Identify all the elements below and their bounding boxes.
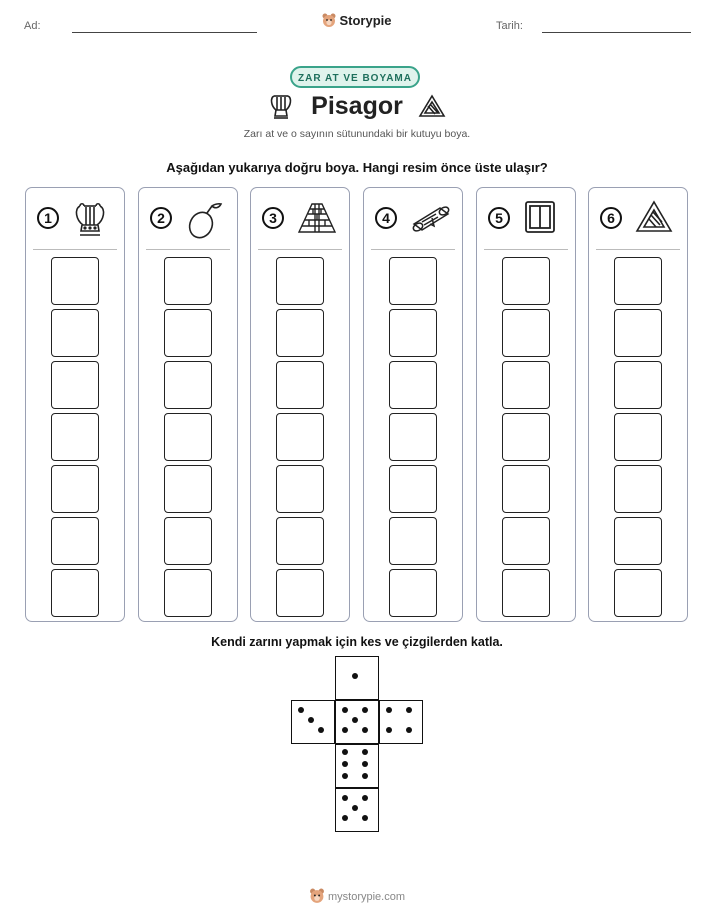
column-number: 6 <box>600 207 622 229</box>
color-box[interactable] <box>164 465 212 513</box>
color-box[interactable] <box>164 309 212 357</box>
instruction: Aşağıdan yukarıya doğru boya. Hangi resim önce üste ulaşır? <box>166 160 548 175</box>
door-icon <box>523 200 557 239</box>
color-box[interactable] <box>51 517 99 565</box>
color-box[interactable] <box>51 309 99 357</box>
color-box[interactable] <box>276 257 324 305</box>
dice-pip <box>352 717 358 723</box>
color-box[interactable] <box>276 309 324 357</box>
dice-pip <box>352 673 358 679</box>
dice-pip <box>342 707 348 713</box>
color-box[interactable] <box>389 413 437 461</box>
dice-pip <box>342 749 348 755</box>
scroll-icon <box>410 200 452 241</box>
color-box[interactable] <box>389 569 437 617</box>
dice-pip <box>362 815 368 821</box>
dice-pip <box>342 761 348 767</box>
color-box[interactable] <box>51 413 99 461</box>
color-box[interactable] <box>502 309 550 357</box>
color-box[interactable] <box>614 309 662 357</box>
column-number: 5 <box>488 207 510 229</box>
dice-face-6 <box>335 744 379 788</box>
color-box[interactable] <box>614 257 662 305</box>
olive-icon <box>185 200 223 245</box>
triangle-icon <box>418 94 446 123</box>
footer <box>0 888 714 907</box>
dice-pip <box>342 795 348 801</box>
color-box[interactable] <box>164 569 212 617</box>
dice-pip <box>362 727 368 733</box>
column-number: 3 <box>262 207 284 229</box>
brand-name: Storypie <box>339 13 392 28</box>
dice-pip <box>362 761 368 767</box>
color-box[interactable] <box>276 361 324 409</box>
color-box[interactable] <box>276 413 324 461</box>
footer-url: mystorypie.com <box>327 891 406 903</box>
bear-logo-icon <box>309 888 325 907</box>
name-line[interactable] <box>72 32 257 33</box>
dice-pip <box>342 815 348 821</box>
dice-pip <box>308 717 314 723</box>
color-box[interactable] <box>164 361 212 409</box>
color-box[interactable] <box>389 361 437 409</box>
color-box[interactable] <box>614 361 662 409</box>
color-box[interactable] <box>614 569 662 617</box>
color-box[interactable] <box>276 569 324 617</box>
lyre-icon <box>72 200 108 245</box>
dice-pip <box>386 707 392 713</box>
dice-pip <box>406 727 412 733</box>
color-box[interactable] <box>276 465 324 513</box>
dice-column-6 <box>588 187 688 622</box>
divider <box>371 249 455 250</box>
date-label: Tarih: <box>496 20 523 32</box>
dice-face-3 <box>291 700 335 744</box>
color-box[interactable] <box>276 517 324 565</box>
column-number: 1 <box>37 207 59 229</box>
color-box[interactable] <box>502 465 550 513</box>
color-box[interactable] <box>51 361 99 409</box>
dice-column-3 <box>250 187 350 622</box>
date-line[interactable] <box>542 32 691 33</box>
triangle-icon <box>635 200 673 239</box>
dice-pip <box>342 773 348 779</box>
divider <box>146 249 230 250</box>
dice-pip <box>362 749 368 755</box>
color-box[interactable] <box>502 569 550 617</box>
dice-pip <box>318 727 324 733</box>
color-box[interactable] <box>389 309 437 357</box>
color-box[interactable] <box>51 569 99 617</box>
dice-pip <box>406 707 412 713</box>
dice-column-5 <box>476 187 576 622</box>
color-box[interactable] <box>502 517 550 565</box>
color-box[interactable] <box>502 257 550 305</box>
divider <box>484 249 568 250</box>
divider <box>33 249 117 250</box>
color-box[interactable] <box>502 413 550 461</box>
dice-face-1 <box>335 656 379 700</box>
bear-logo-icon <box>322 13 336 31</box>
brand-logo <box>0 13 714 31</box>
color-box[interactable] <box>614 517 662 565</box>
color-box[interactable] <box>164 517 212 565</box>
color-box[interactable] <box>164 413 212 461</box>
subtitle: Zarı at ve o sayının sütunundaki bir kutuyu boya. <box>243 128 471 140</box>
fold-instruction: Kendi zarını yapmak için kes ve çizgilerden katla. <box>211 635 503 649</box>
dice-pip <box>352 805 358 811</box>
dice-pip <box>362 707 368 713</box>
dice-column-1 <box>25 187 125 622</box>
divider <box>596 249 680 250</box>
dice-face-5 <box>335 788 379 832</box>
dice-face-4 <box>379 700 423 744</box>
dice-column-4 <box>363 187 463 622</box>
color-box[interactable] <box>614 465 662 513</box>
activity-badge: ZAR AT VE BOYAMA <box>290 66 420 88</box>
dice-pip <box>298 707 304 713</box>
dice-face-5 <box>335 700 379 744</box>
dice-pip <box>362 773 368 779</box>
color-box[interactable] <box>389 465 437 513</box>
dice-pip <box>362 795 368 801</box>
dice-column-2 <box>138 187 238 622</box>
color-box[interactable] <box>51 465 99 513</box>
color-box[interactable] <box>614 413 662 461</box>
name-label: Ad: <box>24 20 41 32</box>
dice-pip <box>342 727 348 733</box>
color-box[interactable] <box>502 361 550 409</box>
pyramid-icon <box>297 200 337 241</box>
color-box[interactable] <box>164 257 212 305</box>
dice-pip <box>386 727 392 733</box>
color-box[interactable] <box>389 257 437 305</box>
color-box[interactable] <box>389 517 437 565</box>
divider <box>258 249 342 250</box>
column-number: 4 <box>375 207 397 229</box>
column-number: 2 <box>150 207 172 229</box>
page-title: Pisagor <box>311 92 403 120</box>
color-box[interactable] <box>51 257 99 305</box>
